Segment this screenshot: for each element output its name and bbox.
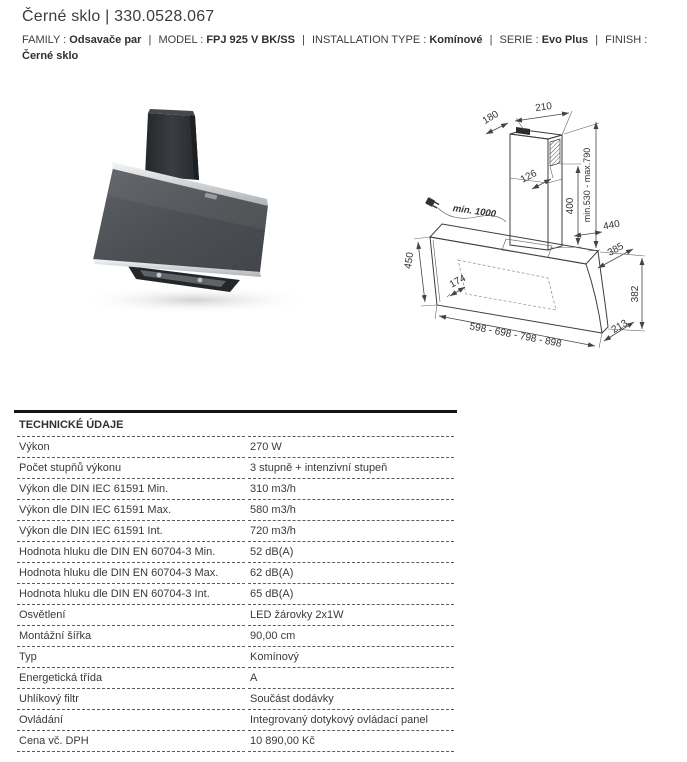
spec-value: 52 dB(A) [248,542,454,563]
page-title: Černé sklo | 330.0528.067 [22,8,215,25]
spec-value: Komínový [248,647,454,668]
dimension-diagram [402,98,687,388]
spec-label: Cena vč. DPH [17,731,245,752]
spec-label: Výkon [17,437,245,458]
meta-value-model: FPJ 925 V BK/SS [206,34,295,46]
dim-label-clearance: min. 1000 [452,203,497,220]
spec-value: 270 W [248,437,454,458]
meta-separator: | [595,34,599,46]
dim-label-inner-width: 174 [447,273,468,291]
spec-row [17,542,454,563]
meta-value-serie: Evo Plus [541,34,589,46]
meta-separator: | [489,34,493,46]
spec-value: Součást dodávky [248,689,454,710]
dim-label-width-top: 210 [534,100,553,115]
lamp-icon [157,273,162,278]
spec-label: Výkon dle DIN IEC 61591 Min. [17,479,245,500]
spec-label: Hodnota hluku dle DIN EN 60704-3 Min. [17,542,245,563]
spec-table [14,410,457,752]
spec-row [17,647,454,668]
spec-row [17,521,454,542]
spec-row [17,689,454,710]
dim-label-height-range: min.530 - max.790 [582,147,592,223]
spec-value: 10 890,00 Kč [248,731,454,752]
spec-header-row [17,413,454,437]
meta-label-installation: INSTALLATION TYPE : [311,34,427,46]
spec-header-spacer [248,413,454,437]
spec-value: LED žárovky 2x1W [248,605,454,626]
product-meta [22,32,668,64]
spec-row [17,437,454,458]
spec-label: Ovládání [17,710,245,731]
dim-label-body-height: 382 [630,285,641,303]
dim-label-glass-depth: 385 [605,240,626,259]
spec-label: Uhlíkový filtr [17,689,245,710]
chimney-duct [145,109,199,180]
chimney-outline [510,127,562,250]
spec-value: 65 dB(A) [248,584,454,605]
meta-label-family: FAMILY : [22,34,67,46]
lamp-icon [198,278,203,283]
spec-row [17,605,454,626]
vent-grille [550,139,560,166]
spec-row [17,500,454,521]
spec-row [17,458,454,479]
spec-label: Výkon dle DIN IEC 61591 Int. [17,521,245,542]
spec-row [17,479,454,500]
spec-value: 720 m3/h [248,521,454,542]
spec-label: Hodnota hluku dle DIN EN 60704-3 Int. [17,584,245,605]
dim-label-bottom-depth: 213 [609,317,630,336]
spec-value: 90,00 cm [248,626,454,647]
spec-row [17,731,454,752]
meta-label-serie: SERIE : [499,34,539,46]
spec-label: Typ [17,647,245,668]
spec-label: Osvětlení [17,605,245,626]
spec-row [17,710,454,731]
meta-value-family: Odsavače par [69,34,142,46]
product-photo [60,100,345,335]
meta-separator: | [302,34,305,46]
dim-label-duct-inset: 126 [518,168,539,186]
meta-label-model: MODEL : [158,34,204,46]
spec-value: 62 dB(A) [248,563,454,584]
spec-value: Integrovaný dotykový ovládací panel [248,710,454,731]
spec-row [17,668,454,689]
spec-table-title: TECHNICKÉ ÚDAJE [17,413,245,437]
spec-value: 310 m3/h [248,479,454,500]
spec-label: Výkon dle DIN IEC 61591 Max. [17,500,245,521]
spec-label: Hodnota hluku dle DIN EN 60704-3 Max. [17,563,245,584]
meta-separator: | [148,34,152,46]
spec-label: Počet stupňů výkonu [17,458,245,479]
dim-label-glass-height: 450 [402,251,417,270]
spec-label: Montážní šířka [17,626,245,647]
dim-label-canopy-depth: 440 [602,218,621,233]
drop-shadow [75,286,315,314]
spec-value: 3 stupně + intenzivní stupeň [248,458,454,479]
spec-row [17,584,454,605]
spec-row [17,563,454,584]
power-plug-icon [425,197,440,209]
spec-value: A [248,668,454,689]
dim-label-lower-height: 400 [565,197,576,215]
spec-row [17,626,454,647]
dim-label-widths: 598 - 698 - 798 - 898 [468,321,563,350]
meta-label-finish: FINISH : [605,34,648,46]
meta-value-installation: Komínové [429,34,483,46]
spec-value: 580 m3/h [248,500,454,521]
dim-label-depth-top: 180 [480,108,501,127]
meta-value-finish: Černé sklo [22,50,79,62]
spec-label: Energetická třída [17,668,245,689]
